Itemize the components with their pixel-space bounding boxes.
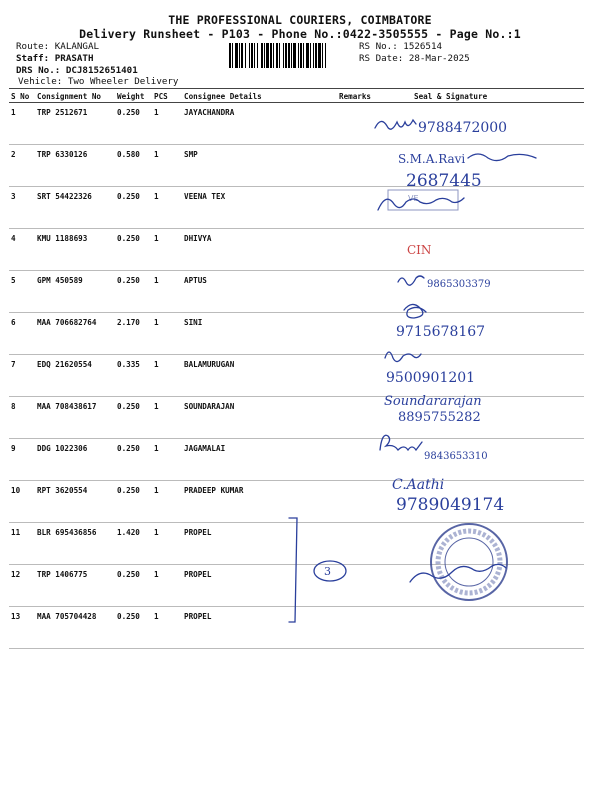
cell-consignment: BLR 695436856 xyxy=(35,523,115,565)
cell-consignment: TRP 1406775 xyxy=(35,565,115,607)
cell-consignment: DDG 1022306 xyxy=(35,439,115,481)
cell-consignment: TRP 6330126 xyxy=(35,145,115,187)
cell-consignee: APTUS xyxy=(182,271,337,313)
hw-row9-phone: 9843653310 xyxy=(424,451,488,462)
cell-pcs: 1 xyxy=(152,355,182,397)
cell-pcs: 1 xyxy=(152,439,182,481)
signature-row1 xyxy=(375,120,416,129)
cell-weight: 0.250 xyxy=(115,439,152,481)
cell-sno: 3 xyxy=(9,187,35,229)
rs-date-label: RS Date: xyxy=(359,53,404,64)
staff-label: Staff: xyxy=(16,53,50,64)
route-label: Route: xyxy=(16,41,50,52)
cell-pcs: 1 xyxy=(152,565,182,607)
cell-consignee: DHIVYA xyxy=(182,229,337,271)
cell-weight: 0.250 xyxy=(115,103,152,145)
company-title: THE PROFESSIONAL COURIERS, COIMBATORE xyxy=(168,13,432,27)
cell-consignee: JAGAMALAI xyxy=(182,439,337,481)
cell-sno: 10 xyxy=(9,481,35,523)
rs-date-value: 28-Mar-2025 xyxy=(408,53,470,64)
cell-sno: 4 xyxy=(9,229,35,271)
col-weight: Weight xyxy=(115,89,152,103)
signature-row3 xyxy=(378,198,464,210)
cell-pcs: 1 xyxy=(152,313,182,355)
cell-pcs: 1 xyxy=(152,397,182,439)
cell-consignee: SOUNDARAJAN xyxy=(182,397,337,439)
signature-row2 xyxy=(468,154,536,161)
col-remarks: Remarks xyxy=(337,89,390,103)
cell-sno: 7 xyxy=(9,355,35,397)
cell-weight: 0.250 xyxy=(115,481,152,523)
cell-sno: 2 xyxy=(9,145,35,187)
cell-consignment: KMU 1188693 xyxy=(35,229,115,271)
cell-consignee: BALAMURUGAN xyxy=(182,355,337,397)
col-consignee: Consignee Details xyxy=(182,89,337,103)
cell-consignment: MAA 706682764 xyxy=(35,313,115,355)
vehicle-value: Two Wheeler Delivery xyxy=(67,76,179,87)
cell-weight: 0.250 xyxy=(115,271,152,313)
col-consignment: Consignment No xyxy=(35,89,115,103)
hw-count: 3 xyxy=(324,565,331,578)
cell-weight: 2.170 xyxy=(115,313,152,355)
cell-consignee: SMP xyxy=(182,145,337,187)
cell-sno: 8 xyxy=(9,397,35,439)
cell-consignment: GPM 450589 xyxy=(35,271,115,313)
cell-pcs: 1 xyxy=(152,271,182,313)
cell-consignee: PROPEL xyxy=(182,607,337,649)
signature-stamp xyxy=(410,564,506,582)
col-pcs: PCS xyxy=(152,89,182,103)
hw-row10-name: C.Aathi xyxy=(392,477,445,493)
hw-row2-name: S.M.A.Ravi xyxy=(398,152,466,166)
cell-weight: 1.420 xyxy=(115,523,152,565)
bracket-rows-11-13 xyxy=(289,518,297,622)
cell-consignment: MAA 705704428 xyxy=(35,607,115,649)
rs-no-label: RS No.: xyxy=(359,41,398,52)
cell-sno: 12 xyxy=(9,565,35,607)
cell-consignee: PRADEEP KUMAR xyxy=(182,481,337,523)
drs-value: DCJ8152651401 xyxy=(65,65,138,76)
cell-consignee: VEENA TEX xyxy=(182,187,337,229)
cell-pcs: 1 xyxy=(152,229,182,271)
cell-sno: 11 xyxy=(9,523,35,565)
runsheet-subtitle: Delivery Runsheet - P103 - Phone No.:0422-3505555 - Page No.:1 xyxy=(79,27,521,41)
route-value: KALANGAL xyxy=(54,41,100,52)
cell-pcs: 1 xyxy=(152,187,182,229)
hw-row5-phone: 9865303379 xyxy=(427,279,491,290)
cell-sno: 13 xyxy=(9,607,35,649)
col-sno: S No xyxy=(9,89,35,103)
signature-row7 xyxy=(385,352,421,362)
cell-weight: 0.250 xyxy=(115,565,152,607)
signature-row6 xyxy=(404,304,426,318)
hw-row10-phone: 9789049174 xyxy=(396,495,505,515)
cell-consignee: PROPEL xyxy=(182,523,337,565)
cell-weight: 0.335 xyxy=(115,355,152,397)
hw-row8-phone: 8895755282 xyxy=(398,410,481,425)
cell-pcs: 1 xyxy=(152,145,182,187)
cell-pcs: 1 xyxy=(152,103,182,145)
cell-sno: 5 xyxy=(9,271,35,313)
hw-row2-number: 2687445 xyxy=(406,171,482,191)
vehicle-label: Vehicle: xyxy=(18,76,63,87)
cell-consignment: EDQ 21620554 xyxy=(35,355,115,397)
cell-consignment: SRT 54422326 xyxy=(35,187,115,229)
signature-row5 xyxy=(398,276,424,285)
svg-text:VE: VE xyxy=(408,194,419,203)
cell-consignee: JAYACHANDRA xyxy=(182,103,337,145)
hw-row7-phone: 9500901201 xyxy=(386,370,476,386)
cell-consignment: MAA 708438617 xyxy=(35,397,115,439)
col-signature: Seal & Signature xyxy=(390,89,584,103)
cell-consignment: TRP 2512671 xyxy=(35,103,115,145)
cell-sno: 6 xyxy=(9,313,35,355)
hw-row1-phone: 9788472000 xyxy=(418,120,508,136)
cell-pcs: 1 xyxy=(152,481,182,523)
cell-sno: 1 xyxy=(9,103,35,145)
round-stamp xyxy=(431,524,507,600)
cell-sno: 9 xyxy=(9,439,35,481)
staff-value: PRASATH xyxy=(54,53,94,64)
drs-label: DRS No.: xyxy=(16,65,61,76)
cell-weight: 0.250 xyxy=(115,187,152,229)
cell-consignee: SINI xyxy=(182,313,337,355)
hw-row6-phone: 9715678167 xyxy=(396,324,486,340)
cell-pcs: 1 xyxy=(152,607,182,649)
signature-row9 xyxy=(380,435,422,450)
cell-weight: 0.250 xyxy=(115,229,152,271)
rs-no-value: 1526514 xyxy=(403,41,443,52)
cell-weight: 0.250 xyxy=(115,397,152,439)
cell-pcs: 1 xyxy=(152,523,182,565)
hw-row4-remark: CIN xyxy=(407,243,432,257)
cell-weight: 0.250 xyxy=(115,607,152,649)
cell-weight: 0.580 xyxy=(115,145,152,187)
cell-consignee: PROPEL xyxy=(182,565,337,607)
cell-consignment: RPT 3620554 xyxy=(35,481,115,523)
hw-row8-name: Soundararajan xyxy=(384,394,482,409)
